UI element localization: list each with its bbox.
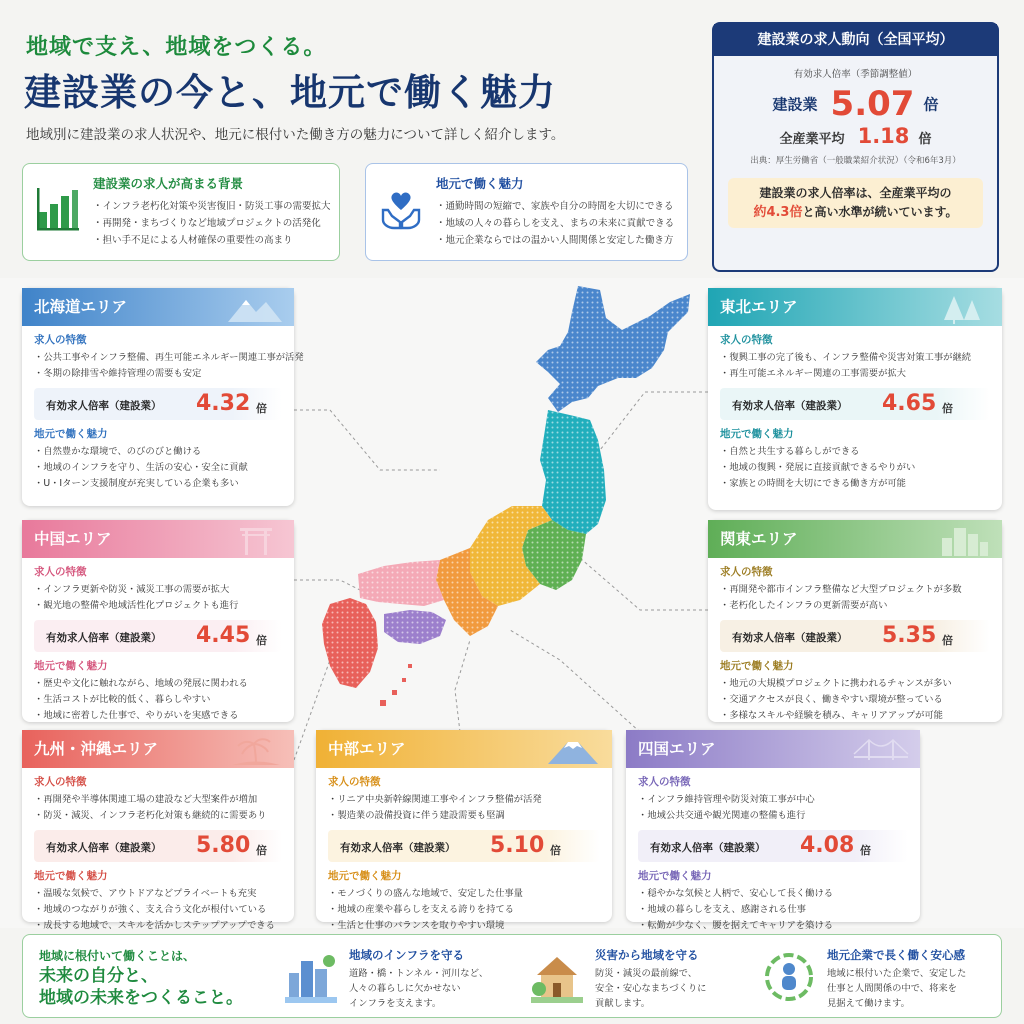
features-heading: 求人の特徴	[720, 334, 773, 346]
region-card-hokkaido	[22, 288, 304, 506]
ratio-value: 5.35	[882, 623, 937, 648]
banner-col-stability	[763, 947, 981, 1011]
appeal-heading: 地元で働く魅力	[720, 428, 794, 440]
connector-line-hokkaido	[294, 410, 440, 470]
city-infrastructure-icon	[285, 947, 337, 1007]
appeal-item: ・ 自然豊かな環境で、のびのびと働ける	[34, 444, 282, 460]
trend-note-line1: 建設業の求人倍率は、全産業平均の	[759, 186, 952, 200]
background-item: ・ 担い手不足による人材確保の重要性の高まり	[93, 232, 327, 249]
people-circle-icon	[763, 947, 815, 1007]
banner-col-text	[827, 966, 966, 1011]
ratio-box	[34, 830, 282, 862]
banner-col-line: 防災・減災の最前線で、	[595, 968, 698, 979]
appeal-heading: 地元で働く魅力	[34, 428, 108, 440]
ratio-box	[328, 830, 600, 862]
connector-line-shikoku	[510, 630, 640, 732]
ratio-unit: 倍	[923, 95, 939, 114]
banner-col-title: 災害から地域を守る	[595, 948, 699, 962]
region-card-chubu	[316, 730, 612, 931]
appeal-item: ・ 家族との時間を大切にできる働き方が可能	[720, 476, 990, 492]
appeal-item: ・ 地元の大規模プロジェクトに携われるチャンスが多い	[720, 676, 990, 692]
appeal-card	[365, 163, 688, 261]
appeal-item: ・ 交通アクセスが良く、働きやすい環境が整っている	[720, 692, 990, 708]
appeal-item: ・ 温暖な気候で、アウトドアなどプライベートも充実	[34, 886, 282, 902]
appeal-item: ・ 穏やかな気候と人柄で、安心して長く働ける	[638, 886, 908, 902]
feature-item: ・ 再開発や半導体関連工場の建設など大型案件が増加	[34, 792, 282, 808]
banner-lead-line1: 未来の自分と、	[39, 966, 158, 986]
ratio-unit: 倍	[256, 402, 267, 415]
features-heading: 求人の特徴	[638, 776, 691, 788]
ratio-unit: 倍	[550, 844, 561, 857]
region-card-kyushu	[22, 730, 294, 931]
all-industry-label: 全産業平均	[779, 132, 845, 147]
region-header	[22, 288, 294, 326]
ratio-label: 有効求人倍率（建設業）	[650, 842, 766, 854]
feature-item: ・ 防災・減災、インフラ老朽化対策も継続的に需要あり	[34, 808, 282, 824]
region-name: 九州・沖縄エリア	[34, 740, 159, 758]
banner-col-text	[595, 966, 706, 1011]
feature-item: ・ 地域公共交通や観光関連の整備も進行	[638, 808, 908, 824]
banner-col-line: 仕事と人間関係の中で、将来を	[827, 983, 957, 994]
feature-item: ・ 公共工事やインフラ整備、再生可能エネルギー関連工事が活発	[34, 350, 282, 366]
map-shikoku	[384, 610, 446, 644]
appeal-item: ・ 地域の人々の暮らしを支え、まちの未来に貢献できる	[436, 215, 675, 232]
appeal-item: ・ 成長する地域で、スキルを活かしステップアップできる	[34, 918, 282, 934]
ratio-label: 有効求人倍率（建設業）	[732, 400, 848, 412]
ratio-label: 有効求人倍率（建設業）	[46, 632, 162, 644]
trend-note	[728, 178, 983, 228]
palm-tree-icon	[226, 734, 284, 766]
feature-item: ・ 老朽化したインフラの更新需要が高い	[720, 598, 990, 614]
appeal-item: ・ 地域のつながりが強く、支え合う文化が根付いている	[34, 902, 282, 918]
region-header	[626, 730, 920, 768]
hero-tagline: 地域で支え、地域をつくる。	[26, 35, 327, 60]
connector-line-kanto	[565, 545, 708, 610]
banner-col-disaster	[531, 947, 749, 1011]
feature-item: ・ 復興工事の完了後も、インフラ整備や災害対策工事が継続	[720, 350, 990, 366]
appeal-item: ・ 生活と仕事のバランスを取りやすい環境	[328, 918, 600, 934]
region-name: 中部エリア	[328, 740, 406, 758]
trend-title: 建設業の求人動向（全国平均）	[714, 24, 997, 56]
appeal-heading: 地元で働く魅力	[34, 870, 108, 882]
ratio-label: 有効求人倍率（建設業）	[46, 400, 162, 412]
appeal-heading: 地元で働く魅力	[720, 660, 794, 672]
ratio-label: 有効求人倍率（建設業）	[732, 632, 848, 644]
trend-subtitle: 有効求人倍率（季節調整値）	[793, 69, 918, 80]
feature-item: ・ 製造業の設備投資に伴う建設需要も堅調	[328, 808, 600, 824]
appeal-item: ・ 自然と共生する暮らしができる	[720, 444, 990, 460]
appeal-item: ・ 歴史や文化に触れながら、地域の発展に関われる	[34, 676, 282, 692]
features-heading: 求人の特徴	[34, 566, 87, 578]
banner-col-line: 貢献します。	[595, 998, 651, 1009]
region-card-chugoku	[22, 520, 294, 722]
map-tohoku	[540, 410, 606, 534]
appeal-item: ・ 地域の復興・発展に直接貢献できるやりがい	[720, 460, 990, 476]
appeal-heading: 地元で働く魅力	[638, 870, 712, 882]
construction-ratio-row	[714, 84, 997, 124]
region-card-shikoku	[626, 730, 920, 931]
region-name: 関東エリア	[720, 530, 798, 548]
banner-col-infrastructure	[285, 947, 503, 1011]
banner-lead-line2: 地域の未来をつくること。	[39, 988, 243, 1008]
construction-ratio-value: 5.07	[830, 84, 915, 124]
page-lead: 地域別に建設業の求人状況や、地元に根付いた働き方の魅力について詳しく紹介します。	[26, 127, 565, 143]
map-hokkaido	[536, 286, 690, 412]
connector-line-chubu	[455, 640, 470, 732]
region-card-kanto	[708, 520, 1002, 722]
banner-col-line: 安全・安心なまちづくりに	[595, 983, 707, 994]
region-name: 東北エリア	[720, 298, 798, 316]
house-icon	[531, 947, 583, 1007]
ratio-box	[720, 620, 990, 652]
region-name: 四国エリア	[638, 740, 716, 758]
background-item: ・ インフラ老朽化対策や災害復旧・防災工事の需要拡大	[93, 198, 327, 215]
banner-lead-small: 地域に根付いて働くことは、	[39, 949, 196, 963]
features-heading: 求人の特徴	[328, 776, 381, 788]
region-card-tohoku	[708, 288, 1002, 510]
banner-col-line: インフラを支えます。	[349, 998, 442, 1009]
appeal-heading: 地元で働く魅力	[34, 660, 108, 672]
feature-item: ・ 再開発や都市インフラ整備など大型プロジェクトが多数	[720, 582, 990, 598]
banner-col-title: 地元企業で長く働く安心感	[827, 948, 965, 962]
ratio-unit: 倍	[942, 402, 953, 415]
all-industry-ratio-value: 1.18	[857, 124, 910, 148]
torii-icon	[226, 524, 284, 556]
appeal-card-title: 地元で働く魅力	[436, 176, 524, 191]
background-card-title: 建設業の求人が高まる背景	[93, 176, 244, 191]
banner-col-line: 道路・橋・トンネル・河川など、	[349, 968, 489, 979]
region-header	[708, 520, 1002, 558]
ratio-box	[720, 388, 990, 420]
background-item: ・ 再開発・まちづくりなど地域プロジェクトの活発化	[93, 215, 327, 232]
features-heading: 求人の特徴	[34, 776, 87, 788]
bottom-banner	[22, 934, 1002, 1018]
map-kyushu	[322, 598, 378, 688]
region-header	[22, 520, 294, 558]
ratio-box	[34, 388, 282, 420]
construction-label: 建設業	[772, 95, 818, 114]
feature-item: ・ インフラ更新や防災・減災工事の需要が拡大	[34, 582, 282, 598]
appeal-item: ・ 多様なスキルや経験を積み、キャリアアップが可能	[720, 708, 990, 724]
ratio-unit: 倍	[942, 634, 953, 647]
appeal-item: ・ 生活コストが比較的低く、暮らしやすい	[34, 692, 282, 708]
buildings-icon	[934, 524, 992, 556]
feature-item: ・ 冬期の除排雪や維持管理の需要も安定	[34, 366, 282, 382]
ratio-label: 有効求人倍率（建設業）	[340, 842, 456, 854]
ratio-value: 5.10	[490, 833, 545, 858]
ratio-unit: 倍	[256, 634, 267, 647]
trend-note-highlight: 約4.3倍	[753, 205, 803, 220]
appeal-item: ・ 地域のインフラを守り、生活の安心・安全に貢献	[34, 460, 282, 476]
bridge-icon	[852, 734, 910, 766]
banner-col-title: 地域のインフラを守る	[349, 948, 464, 962]
appeal-item: ・ U・Iターン支援制度が充実している企業も多い	[34, 476, 282, 492]
banner-col-text	[349, 966, 488, 1011]
connector-line-tohoku	[600, 392, 708, 450]
heart-hands-icon	[380, 188, 422, 232]
appeal-item: ・ 地元企業ならではの温かい人間関係と安定した働き方	[436, 232, 675, 249]
mount-fuji-icon	[544, 734, 602, 766]
trend-note-line2: と高い水準が続いています。	[802, 205, 958, 219]
ratio-value: 4.32	[196, 391, 251, 416]
features-heading: 求人の特徴	[34, 334, 87, 346]
feature-item: ・ 観光地の整備や地域活性化プロジェクトも進行	[34, 598, 282, 614]
map-chugoku	[358, 560, 444, 606]
appeal-heading: 地元で働く魅力	[328, 870, 402, 882]
ratio-box	[638, 830, 908, 862]
appeal-item: ・ 転勤が少なく、腰を据えてキャリアを築ける	[638, 918, 908, 934]
ratio-value: 4.45	[196, 623, 251, 648]
ratio-value: 4.65	[882, 391, 937, 416]
feature-item: ・ リニア中央新幹線関連工事やインフラ整備が活発	[328, 792, 600, 808]
map-okinawa	[380, 664, 412, 706]
ratio-box	[34, 620, 282, 652]
all-industry-ratio-row	[714, 124, 997, 148]
region-name: 中国エリア	[34, 530, 112, 548]
background-card	[22, 163, 340, 261]
banner-lead-big	[39, 965, 243, 1009]
ratio-value: 5.80	[196, 833, 251, 858]
ratio-label: 有効求人倍率（建設業）	[46, 842, 162, 854]
banner-col-line: 人々の暮らしに欠かせない	[349, 983, 461, 994]
tree-icon	[934, 292, 992, 324]
trend-source: 出典：厚生労働省（一般職業紹介状況）（令和6年3月）	[750, 156, 961, 166]
region-header	[316, 730, 612, 768]
ratio-unit: 倍	[256, 844, 267, 857]
feature-item: ・ インフラ維持管理や防災対策工事が中心	[638, 792, 908, 808]
page-title: 建設業の今と、地元で働く魅力	[24, 71, 556, 114]
banner-col-line: 見据えて働けます。	[827, 998, 910, 1009]
appeal-item: ・ 地域の暮らしを支え、感謝される仕事	[638, 902, 908, 918]
national-trend-panel	[712, 22, 999, 272]
banner-col-line: 地域に根付いた企業で、安定した	[827, 968, 967, 979]
feature-item: ・ 再生可能エネルギー関連の工事需要が拡大	[720, 366, 990, 382]
mountain-icon	[226, 292, 284, 324]
features-heading: 求人の特徴	[720, 566, 773, 578]
appeal-item: ・ 通勤時間の短縮で、家族や自分の時間を大切にできる	[436, 198, 675, 215]
ratio-value: 4.08	[800, 833, 855, 858]
region-header	[22, 730, 294, 768]
region-header	[708, 288, 1002, 326]
appeal-item: ・ モノづくりの盛んな地域で、安定した仕事量	[328, 886, 600, 902]
ratio-unit: 倍	[860, 844, 871, 857]
bar-chart-icon	[37, 188, 79, 232]
ratio-unit: 倍	[918, 132, 932, 147]
appeal-item: ・ 地域に密着した仕事で、やりがいを実感できる	[34, 708, 282, 724]
appeal-item: ・ 地域の産業や暮らしを支える誇りを持てる	[328, 902, 600, 918]
region-name: 北海道エリア	[34, 298, 128, 316]
